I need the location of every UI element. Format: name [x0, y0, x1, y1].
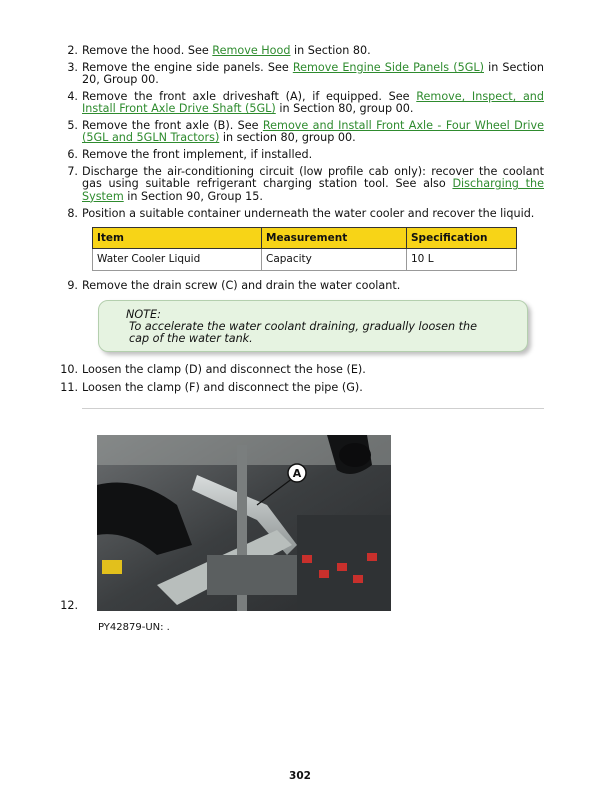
- step-number: 10.: [60, 363, 78, 376]
- callout-label-a: A: [292, 467, 302, 480]
- step-number: 3.: [67, 61, 78, 74]
- step-text: in Section 80.: [290, 44, 371, 57]
- step-number: 7.: [67, 165, 78, 178]
- link-front-axle-drive-shaft[interactable]: Remove, Inspect, and Install Front Axle Drive Shaft (5GL): [82, 90, 544, 116]
- note-box: [98, 300, 528, 352]
- step-8: [67, 207, 544, 220]
- step-number: 2.: [67, 44, 78, 57]
- page-number: 302: [289, 770, 311, 782]
- divider: [82, 408, 544, 409]
- step-4: [67, 90, 544, 116]
- step-2: [67, 44, 544, 57]
- link-remove-hood[interactable]: Remove Hood: [212, 44, 291, 57]
- step-number: 5.: [67, 119, 78, 132]
- step-number: 11.: [60, 381, 78, 394]
- step-10: [60, 363, 544, 376]
- step-text: Remove the hood. See: [82, 44, 213, 57]
- step-3: [67, 61, 544, 87]
- note-text: To accelerate the water coolant draining, gradually loosen the cap of the water tank.: [129, 320, 478, 345]
- step-11: [60, 381, 544, 394]
- table-header-specification: Specification: [407, 228, 517, 249]
- table-cell: Capacity: [262, 249, 407, 270]
- figure-caption: PY42879-UN: .: [98, 622, 170, 633]
- step-text: in Section 80, group 00.: [275, 102, 414, 116]
- step-text: Loosen the clamp (D) and disconnect the hose (E).: [82, 363, 366, 376]
- specification-table: [92, 227, 517, 271]
- table-cell: Water Cooler Liquid: [93, 249, 262, 270]
- step-number: 8.: [67, 207, 78, 220]
- step-text: Discharge the air-conditioning circuit (low profile cab only): recover the coolant gas using suitable refrigerant charging station tool. See also: [82, 165, 544, 191]
- step-number: 12.: [60, 599, 78, 612]
- step-number: 6.: [67, 148, 78, 161]
- link-discharging-the-system[interactable]: Discharging the System: [82, 177, 544, 203]
- step-text: Remove the engine side panels. See: [82, 61, 293, 74]
- step-number: 9.: [67, 279, 78, 292]
- step-text: Remove the front axle driveshaft (A), if equipped. See: [82, 90, 417, 103]
- step-text: Position a suitable container underneath the water cooler and recover the liquid.: [82, 207, 535, 220]
- table-row: [93, 249, 517, 270]
- engine-photo-illustration: [97, 435, 391, 611]
- step-number: 4.: [67, 90, 78, 103]
- step-text: Remove the front implement, if installed.: [82, 148, 313, 161]
- note-title: NOTE:: [126, 308, 161, 321]
- step-text: in Section 90, Group 15.: [123, 189, 263, 203]
- engine-photo: [97, 435, 391, 611]
- step-text: Remove the front axle (B). See: [82, 119, 263, 132]
- table-header-item: Item: [93, 228, 262, 249]
- step-7: [67, 165, 544, 203]
- step-text: in section 80, group 00.: [219, 131, 356, 145]
- step-text: in Section 20, Group 00.: [82, 61, 544, 87]
- table-header-row: [93, 228, 517, 249]
- table-cell: 10 L: [407, 249, 517, 270]
- step-text: Remove the drain screw (C) and drain the water coolant.: [82, 279, 401, 292]
- step-6: [67, 148, 544, 161]
- step-text: Loosen the clamp (F) and disconnect the pipe (G).: [82, 381, 363, 394]
- table-header-measurement: Measurement: [262, 228, 407, 249]
- step-5: [67, 119, 544, 145]
- link-remove-engine-side-panels[interactable]: Remove Engine Side Panels (5GL): [292, 61, 484, 74]
- link-front-axle-four-wheel-drive[interactable]: Remove and Install Front Axle - Four Wheel Drive (5GL and 5GLN Tractors): [82, 119, 544, 145]
- step-9: [67, 279, 544, 292]
